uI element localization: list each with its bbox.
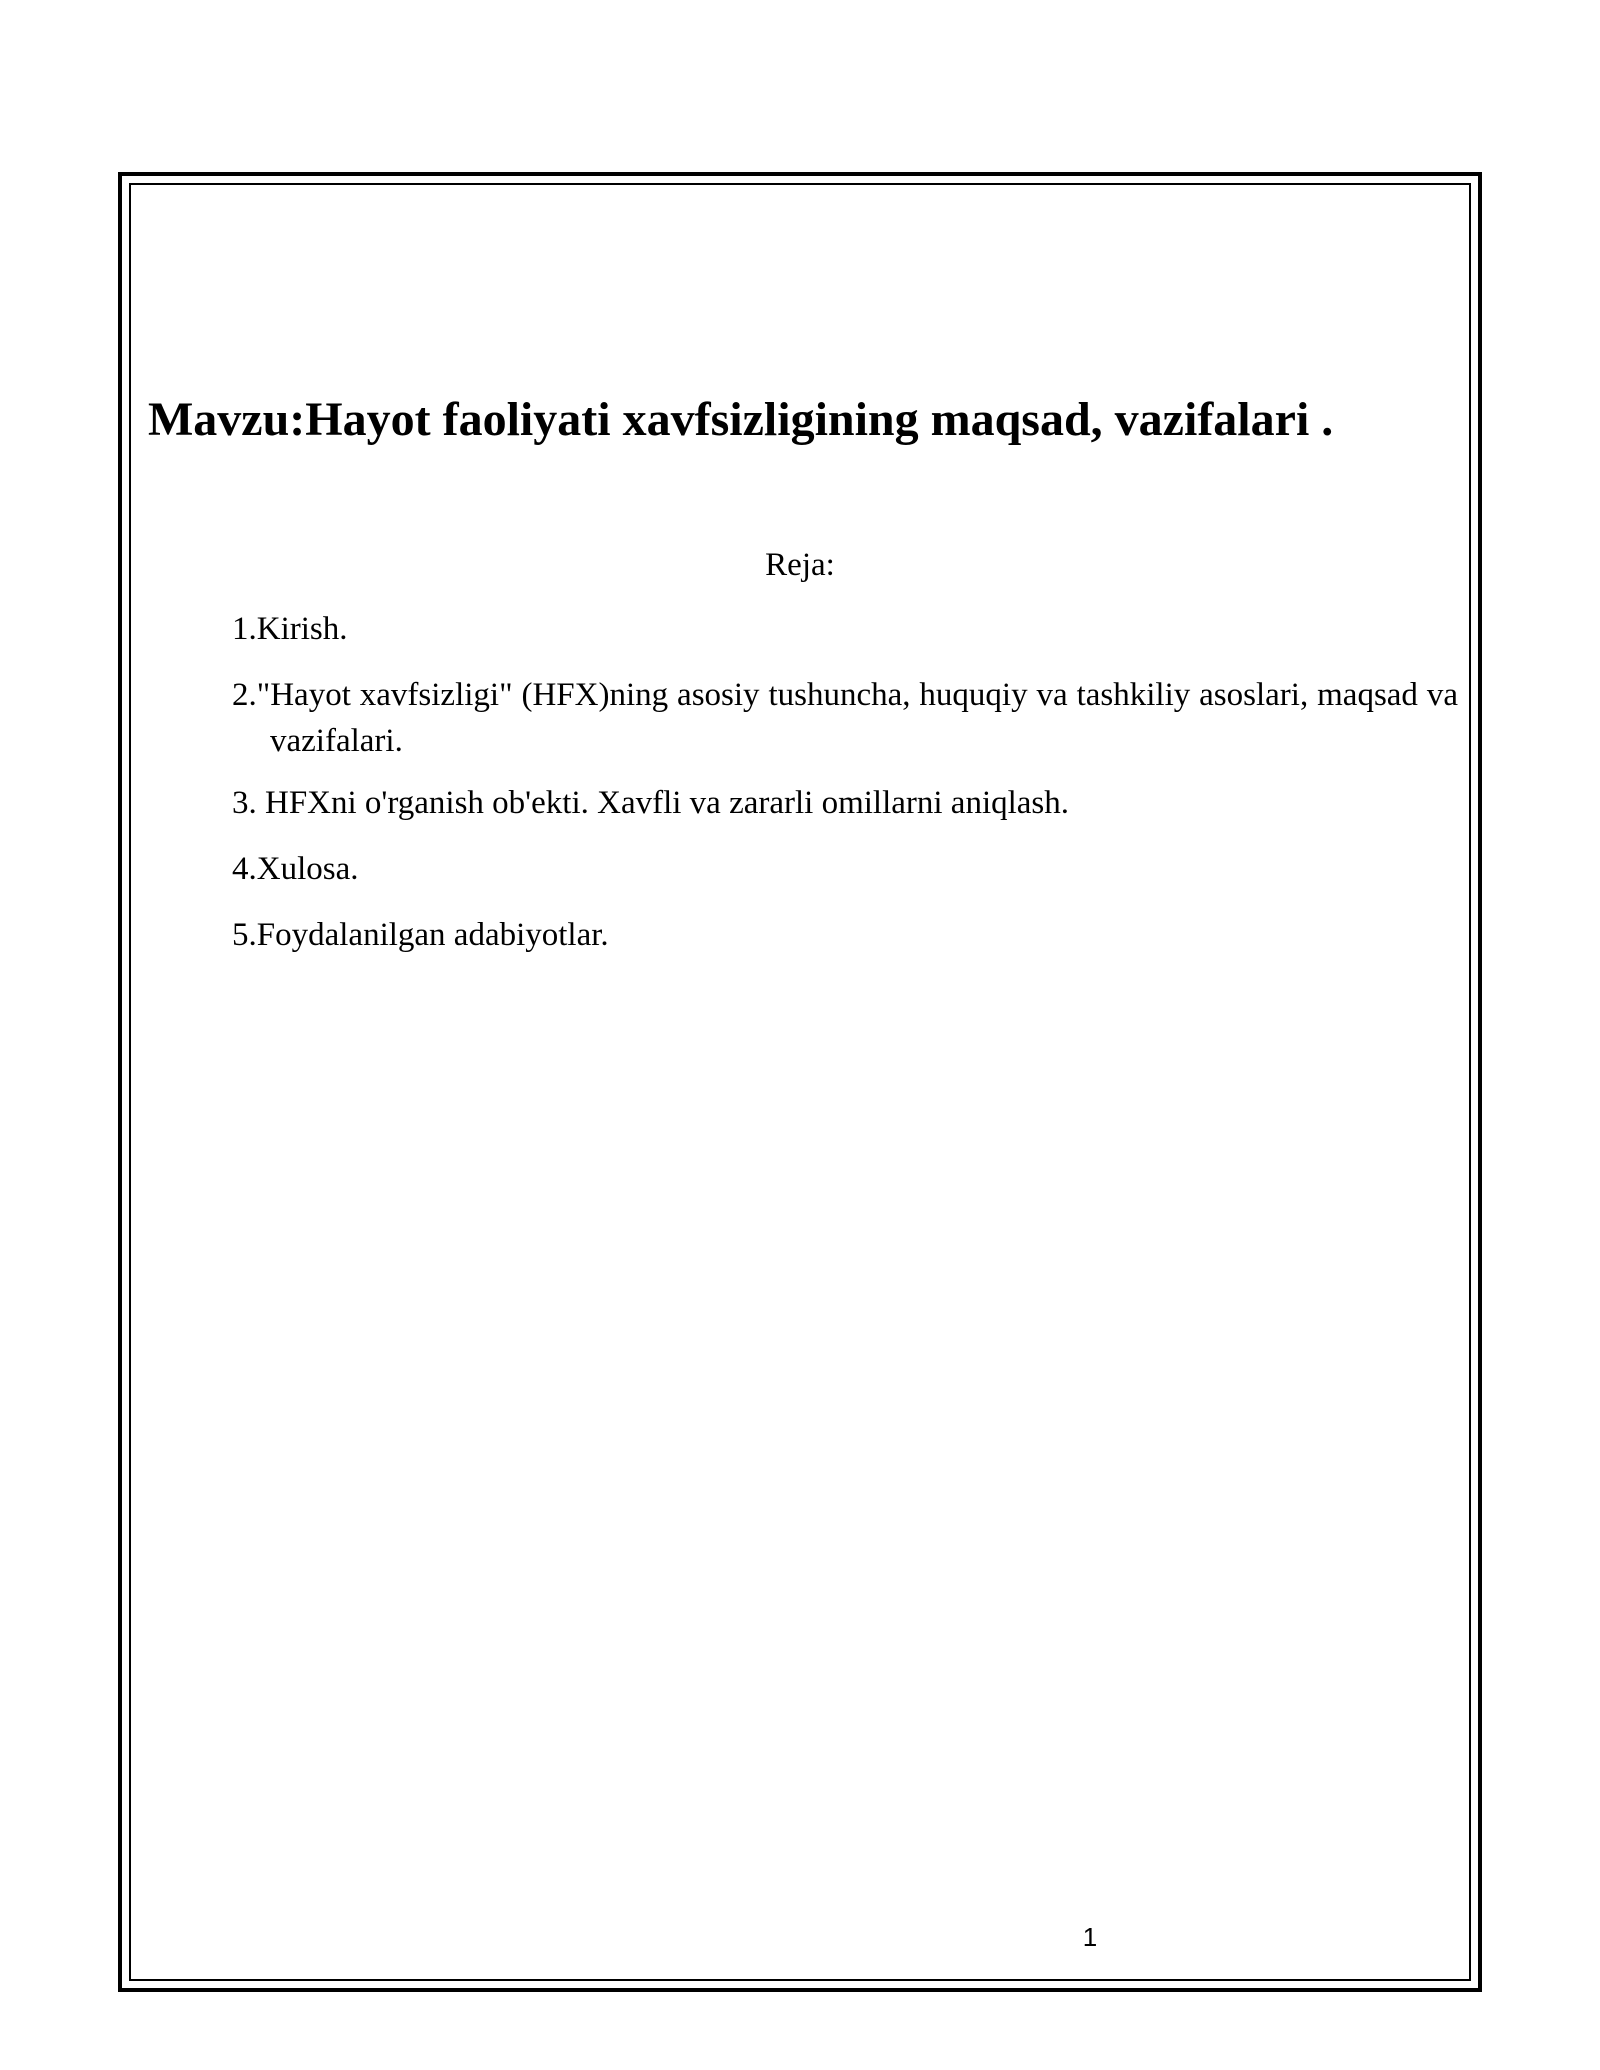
document-title: Mavzu:Hayot faoliyati xavfsizligining maqsad, vazifalari .	[148, 393, 1334, 446]
plan-item-references: 5.Foydalanilgan adabiyotlar.	[232, 917, 609, 953]
page-border-inner	[129, 183, 1471, 1981]
plan-item-study-object: 3. HFXni o'rganish ob'ekti. Xavfli va zararli omillarni aniqlash.	[232, 785, 1070, 821]
plan-item-concepts: 2."Hayot xavfsizligi" (HFX)ning asosiy tushuncha, huquqiy va tashkiliy asoslari, maqsad va vazifalari.	[232, 677, 1458, 759]
plan-heading: Reja:	[765, 547, 835, 583]
plan-list	[232, 606, 1458, 978]
plan-item-conclusion: 4.Xulosa.	[232, 851, 359, 887]
page-number: 1	[1082, 1922, 1098, 1952]
plan-item-introduction: 1.Kirish.	[232, 611, 348, 647]
